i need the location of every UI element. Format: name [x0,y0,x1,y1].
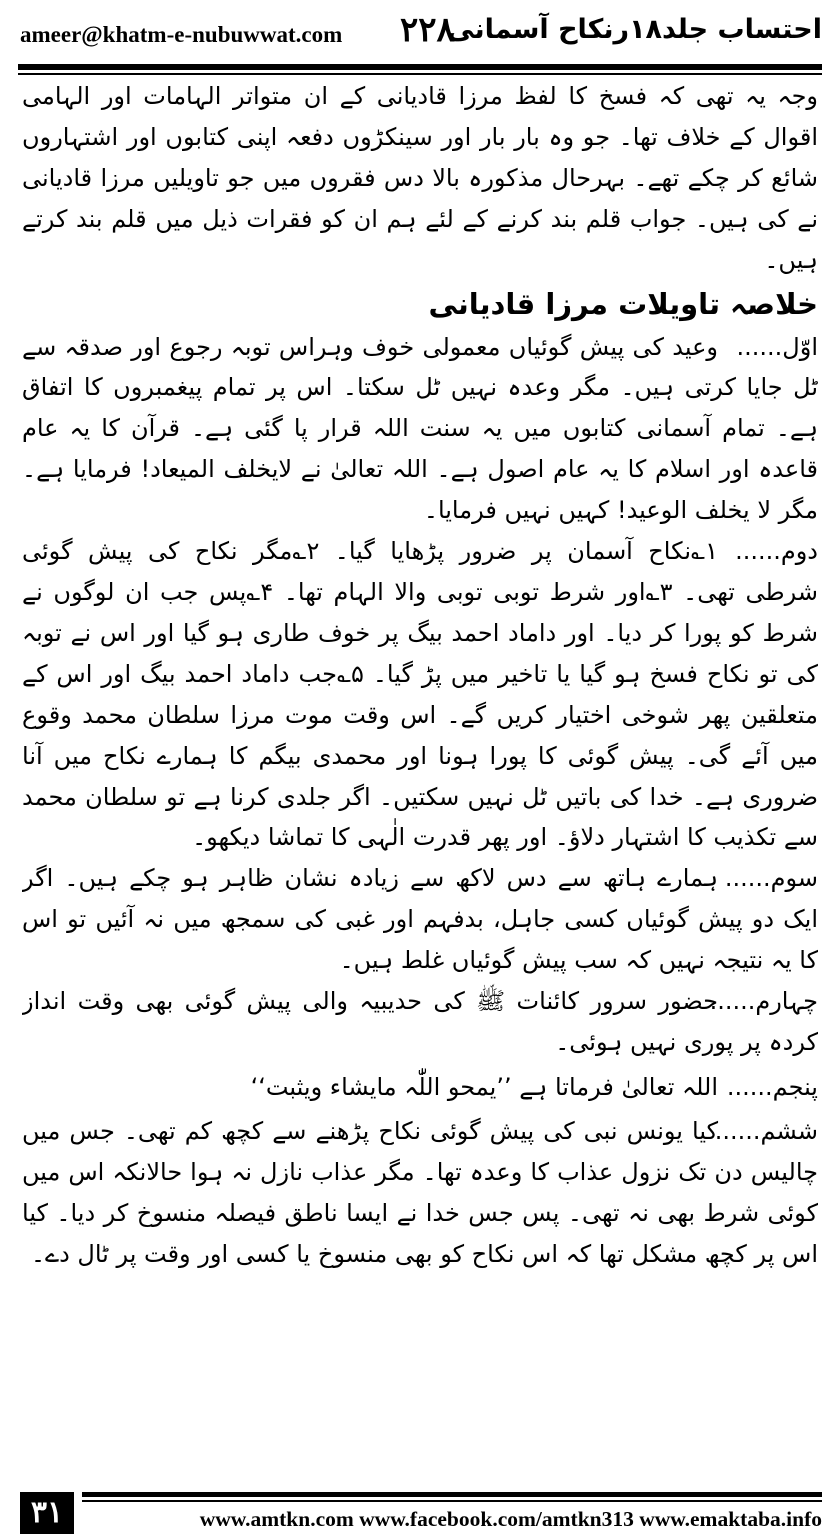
list-item-second [22,531,818,858]
list-item-fourth [22,981,818,1063]
header-rule-thin [18,73,822,75]
page-footer [18,1492,822,1540]
list-item-fifth [22,1063,818,1111]
item-text: ہمارے ہاتھ سے دس لاکھ سے زیادہ نشان ظاہر ہو چکے ہیں۔ اگر ایک دو پیش گوئیاں کسی جاہل، بدفہم اور غبی کی سمجھ میں نہ آئیں تو اس کا یہ نتیجہ نہیں کہ سب پیش گوئیاں غلط ہیں۔ [22,864,818,975]
list-item-sixth [22,1111,818,1275]
item-text: حضور سرور کائنات ﷺ کی حدیبیہ والی پیش گوئی بھی وقت انداز کردہ پر پوری نہیں ہوئی۔ [22,987,818,1056]
section-heading: خلاصہ تاویلات مرزا قادیانی [428,286,818,321]
item-label: ششم...... [714,1116,818,1145]
item-text: اللہ تعالیٰ فرماتا ہے ’’یمحو اللّٰہ مایشاء ویثبت‘‘ [250,1072,718,1101]
footer-links: www.amtkn.com www.facebook.com/amtkn313 www.emaktaba.info [199,1507,822,1531]
footer-rule-thin [82,1500,822,1502]
page-header [18,0,822,64]
intro-paragraph: وجہ یہ تھی کہ فسخ کا لفظ مرزا قادیانی کے ان متواتر الہامات اور الہامی اقوال کے خلاف تھا۔ جو وہ بار بار اور سینکڑوں دفعہ اپنی کتابوں اور اشتہاروں شائع کر چکے تھے۔ بہرحال مذکورہ بالا دس فقروں میں جو تاویلیں مرزا قادیانی نے کی ہیں۔ جواب قلم بند کرنے کے لئے ہم ان کو فقرات ذیل میں قلم بند کرتے ہیں۔ [22,82,818,274]
item-label: پنجم...... [726,1072,818,1101]
running-title: احتساب جلد۱۸رنکاح آسمانی [447,14,822,45]
page-body [22,76,818,1481]
item-text: وعید کی پیش گوئیاں معمولی خوف وہراس توبہ رجوع اور صدقہ سے ٹل جایا کرتی ہیں۔ مگر وعدہ نہیں ٹل سکتا۔ اس پر تمام پیغمبروں کا اتفاق ہے۔ تمام آسمانی کتابوں میں یہ سنت اللہ قرار پا گئی ہے۔ قرآن کا یہ عام قاعدہ اور اسلام کا یہ عام اصول ہے۔ اللہ تعالیٰ نے لایخلف المیعاد! فرمایا ہے۔ مگر لا یخلف الوعید! کہیں نہیں فرمایا۔ [22,332,818,525]
footer-page-number: ۳۱ [20,1492,74,1534]
list-item-first [22,327,818,532]
footer-rule-thick [82,1492,822,1497]
item-text: ۱؎نکاح آسمان پر ضرور پڑھایا گیا۔ ۲؎مگر نکاح کی پیش گوئی شرطی تھی۔ ۳؎اور شرط توبی توبی والا الہام تھا۔ ۴؎پس جب ان لوگوں نے شرط کو پورا کر دیا۔ اور داماد احمد بیگ پر خوف طاری ہو گیا اور اس نے توبہ کی تو نکاح فسخ ہو گیا یا تاخیر میں پڑ گیا۔ ۵؎جب داماد احمد بیگ اور اس کے متعلقین پھر شوخی اختیار کریں گے۔ اس وقت موت مرزا سلطان محمد وقوع میں آئے گی۔ پیش گوئی کا پورا ہونا اور محمدی بیگم کا ہمارے نکاح میں آنا ضروری ہے۔ خدا کی باتیں ٹل نہیں سکتیں۔ اگر جلدی کرنا ہے تو سلطان محمد سے تکذیب کا اشتہار دلاؤ۔ اور پھر قدرت الٰہی کا تماشا دیکھو۔ [22,537,818,852]
item-label: سوم...... [724,864,818,893]
item-text: کیا یونس نبی کی پیش گوئی نکاح پڑھنے سے کچھ کم تھی۔ جس میں چالیس دن تک نزول عذاب کا وعدہ تھا۔ مگر عذاب نازل نہ ہوا حالانکہ اس میں کوئی شرط بھی نہ تھی۔ پس جس خدا نے ایسا ناطق فیصلہ منسوخ کر دیا۔ کیا اس پر کچھ مشکل تھا کہ اس نکاح کو بھی منسوخ یا کسی اور وقت پر ٹال دے۔ [22,1116,818,1268]
item-label: دوم...... [735,537,818,566]
header-page-number: ۲۲۸ [400,10,455,50]
header-email: ameer@khatm-e-nubuwwat.com [20,22,343,47]
item-label: اوّل...... [736,332,818,361]
header-rule-thick [18,64,822,70]
item-label: چہارم...... [709,987,818,1016]
list-item-third [22,858,818,981]
